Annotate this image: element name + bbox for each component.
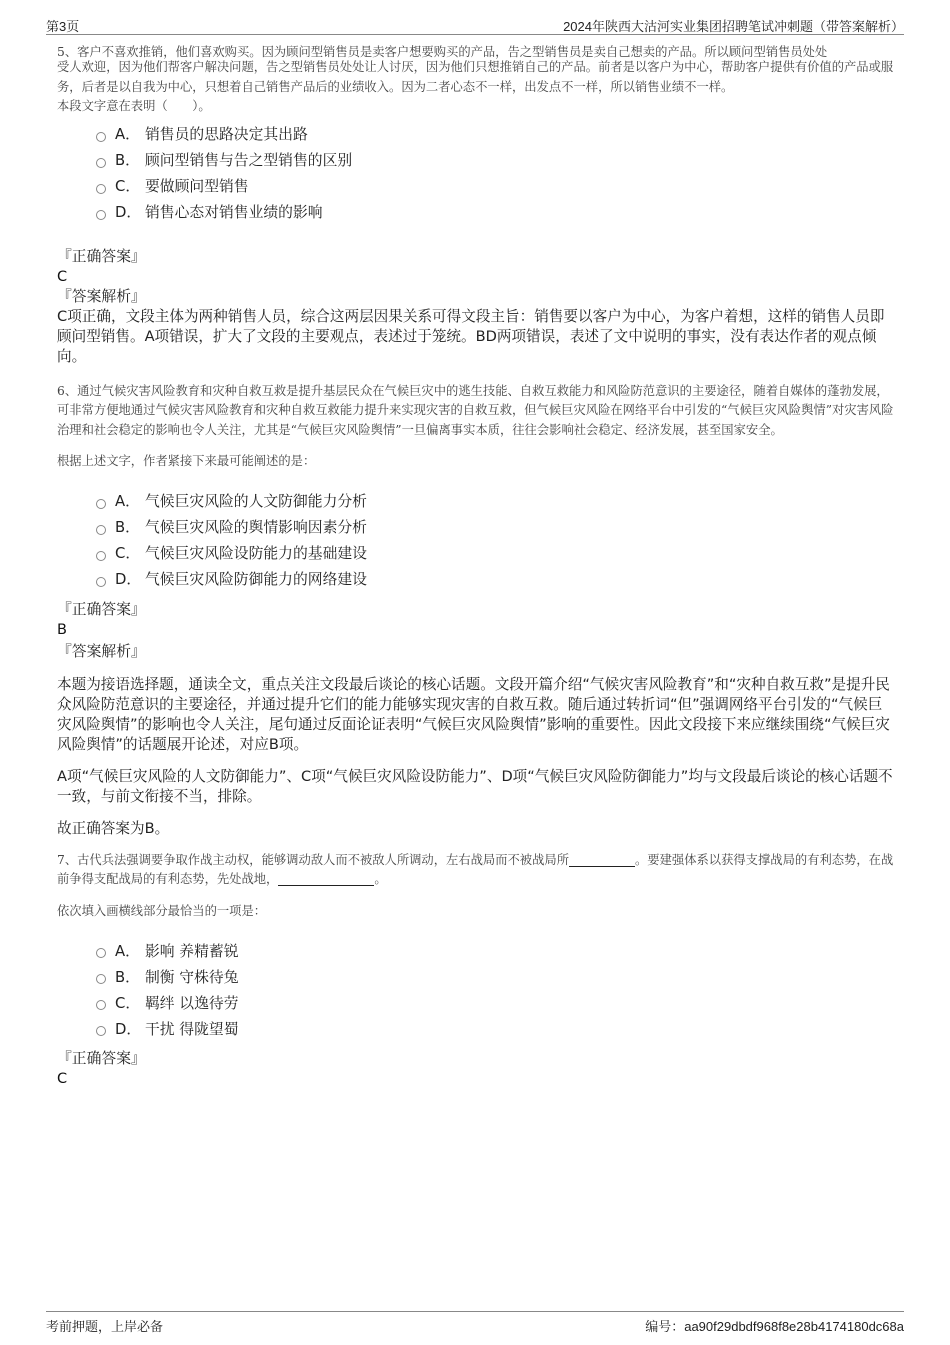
answer-label: 『正确答案』 — [57, 1050, 146, 1067]
option-a[interactable]: A． 影响 养精蓄锐 — [96, 937, 895, 963]
radio-button[interactable] — [96, 577, 106, 587]
answer-value: C — [57, 1071, 68, 1087]
question-5-cut-line — [57, 38, 895, 62]
radio-button[interactable] — [96, 1000, 106, 1010]
option-c[interactable]: C． 气候巨灾风险设防能力的基础建设 — [96, 540, 895, 566]
fill-blank-2 — [278, 871, 374, 886]
analysis-label: 『答案解析』 — [57, 287, 146, 305]
question-6-passage: 6、通过气候灾害风险教育和灾种自救互救是提升基层民众在气候巨灾中的逃生技能、自救互救能力和风险防范意识的主要途径，随着自媒体的蓬勃发展，可非常方便地通过气候灾害风险教育和灾种自救互救能力提升来实现灾害的自救互救，但气候巨灾风险在网络平台中引发的“气候巨灾风险舆情”对灾害风险治理和社会稳定的影响也令人关注，尤其是“气候巨灾风险舆情”一旦偏离事实本质，往往会影响社会稳定、经济发展，甚至国家安全。 — [57, 383, 894, 437]
option-a[interactable]: A． 销售员的思路决定其出路 — [96, 121, 895, 147]
code-value: aa90f29dbdf968f8e28b4174180dc68a — [684, 1319, 904, 1334]
analysis-conclusion: 故正确答案为B。 — [57, 819, 170, 837]
radio-button[interactable] — [96, 158, 106, 168]
question-5-stem: 本段文字意在表明（ ）。 — [57, 99, 211, 113]
analysis-text: 本题为接语选择题，通读全文，重点关注文段最后谈论的核心话题。文段开篇介绍“气候灾害风险教育”和“灾种自救互救”是提升民众风险防范意识的主要途径，并通过提升它们的能力能够实现灾害的自救互救。随后通过转折词“但”强调网络平台引发的“气候巨灾风险舆情”的影响也令人关注，尾句通过反面论证表明“气候巨灾风险舆情”影响的重要性。因此文段接下来应继续围绕“气候巨灾风险舆情”的话题展开论述，对应B项。 — [57, 675, 890, 753]
radio-button[interactable] — [96, 974, 106, 984]
radio-button[interactable] — [96, 525, 106, 535]
question-6-options — [96, 488, 895, 592]
code-label: 编号： — [645, 1320, 685, 1335]
option-b[interactable]: B． 制衡 守株待兔 — [96, 963, 895, 989]
document-code — [645, 1316, 904, 1335]
radio-button[interactable] — [96, 551, 106, 561]
option-c[interactable]: C． 羁绊 以逸待劳 — [96, 989, 895, 1015]
question-7-options — [96, 937, 895, 1041]
option-d[interactable]: D． 干扰 得陇望蜀 — [96, 1015, 895, 1041]
radio-button[interactable] — [96, 184, 106, 194]
answer-label: 『正确答案』 — [57, 247, 146, 265]
footer-slogan: 考前押题，上岸必备 — [46, 1320, 164, 1335]
question-7-passage: 7、古代兵法强调要争取作战主动权，能够调动敌人而不被敌人所调动，左右战局而不被战局所 。要建强体系以获得支撑战局的有利态势，在战前争得支配战局的有利态势，先处战地， 。 — [57, 852, 894, 886]
analysis-text: A项“气候巨灾风险的人文防御能力”、C项“气候巨灾风险设防能力”、D项“气候巨灾风险防御能力”均与文段最后谈论的核心话题不一致，与前文衔接不当，排除。 — [57, 767, 893, 805]
question-6-stem: 根据上述文字，作者紧接下来最可能阐述的是： — [57, 454, 316, 468]
page-footer — [46, 1311, 904, 1338]
fill-blank-1 — [569, 852, 635, 867]
question-5-cut-text: 5、客户不喜欢推销，他们喜欢购买。因为顾问型销售员是卖客户想要购买的产品，告之型销售员是卖自己想卖的产品。所以顾问型销售员处处 — [57, 44, 828, 59]
option-d[interactable]: D． 气候巨灾风险防御能力的网络建设 — [96, 566, 895, 592]
answer-value: B — [57, 621, 67, 638]
page-header — [46, 12, 904, 35]
document-title: 2024年陕西大沽河实业集团招聘笔试冲刺题（带答案解析） — [563, 19, 904, 34]
analysis-text: C项正确，文段主体为两种销售人员，综合这两层因果关系可得文段主旨：销售要以客户为中心，为客户着想，这样的销售人员即顾问型销售。A项错误，扩大了文段的主要观点，表述过于笼统。BD两项错误，表述了文中说明的事实，没有表达作者的观点倾向。 — [57, 307, 885, 365]
option-a[interactable]: A． 气候巨灾风险的人文防御能力分析 — [96, 488, 895, 514]
radio-button[interactable] — [96, 1026, 106, 1036]
option-b[interactable]: B． 气候巨灾风险的舆情影响因素分析 — [96, 514, 895, 540]
radio-button[interactable] — [96, 499, 106, 509]
question-5-options — [96, 121, 895, 225]
page-content — [57, 34, 895, 1089]
answer-value: C — [57, 268, 68, 285]
option-b[interactable]: B． 顾问型销售与告之型销售的区别 — [96, 147, 895, 173]
question-7-stem: 依次填入画横线部分最恰当的一项是： — [57, 903, 267, 918]
question-5-passage: 受人欢迎，因为他们帮客户解决问题，告之型销售员处处让人讨厌，因为他们只想推销自己的产品。前者是以客户为中心，帮助客户提供有价值的产品或服务，后者是以自我为中心，只想着自己销售产品后的业绩收入。因为二者心态不一样，出发点不一样，所以销售业绩不一样。 — [57, 60, 894, 94]
radio-button[interactable] — [96, 948, 106, 958]
page-number: 第3页 — [46, 19, 80, 34]
option-c[interactable]: C． 要做顾问型销售 — [96, 173, 895, 199]
option-d[interactable]: D． 销售心态对销售业绩的影响 — [96, 199, 895, 225]
radio-button[interactable] — [96, 210, 106, 220]
answer-label: 『正确答案』 — [57, 600, 146, 618]
radio-button[interactable] — [96, 132, 106, 142]
analysis-label: 『答案解析』 — [57, 642, 146, 660]
